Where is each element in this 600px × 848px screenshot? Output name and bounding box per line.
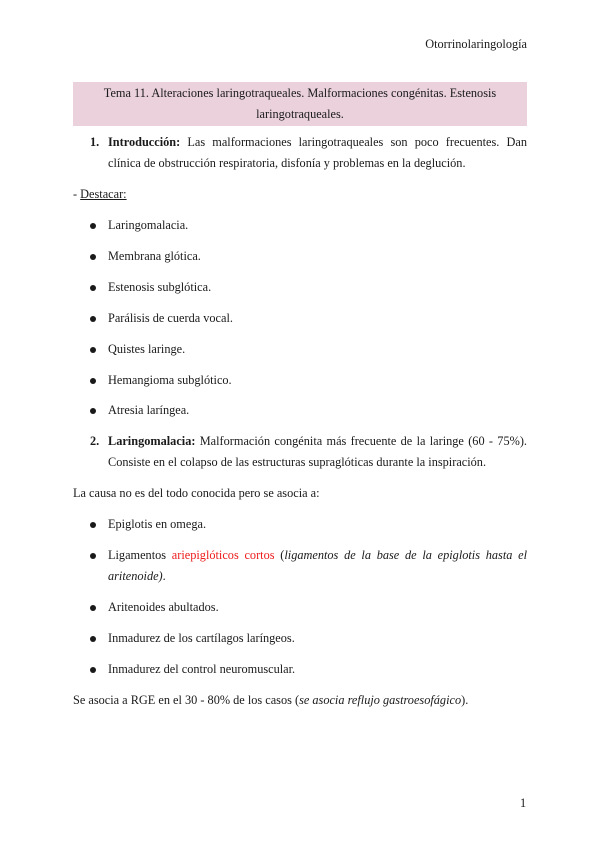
list-item-text: Inmadurez del control neuromuscular. (108, 662, 296, 676)
rge-paragraph (73, 690, 527, 711)
list-item-text: Atresia laríngea. (108, 403, 190, 417)
paren: ( (274, 548, 285, 562)
rge-italic: se asocia reflujo gastroesofágico (299, 693, 462, 707)
section-text: Las malformaciones laringotraqueales son poco frecuentes. Dan clínica de obstrucción respiratoria, disfonía y problemas en la deglución. (108, 135, 527, 170)
bullet-icon (90, 605, 96, 611)
list-item (90, 659, 527, 680)
bullet-icon (90, 285, 96, 291)
bullet-icon (90, 667, 96, 673)
bullet-icon (90, 316, 96, 322)
dash: - (73, 187, 81, 201)
section-introduccion (90, 132, 527, 174)
list-item-text: Ligamentos (108, 548, 172, 562)
list-item-text: Inmadurez de los cartílagos laríngeos. (108, 631, 295, 645)
italic-note: ligamentos de la base de la epiglotis hasta el aritenoide) (108, 548, 528, 583)
section-number: 2. (90, 434, 100, 448)
list-item (90, 215, 527, 236)
bullet-icon (90, 522, 96, 528)
section-heading: Introducción: (108, 135, 181, 149)
list-item-text: Aritenoides abultados. (108, 600, 219, 614)
causa-intro: La causa no es del todo conocida pero se asocia a: (73, 486, 320, 500)
bullet-icon (90, 636, 96, 642)
destacar-label (73, 184, 527, 205)
page-number: 1 (520, 796, 527, 810)
section-text: Malformación congénita más frecuente de la laringe (60 - 75%). Consiste en el colapso de las estructuras supraglóticas durante la inspiración. (108, 434, 528, 469)
list-item (90, 400, 527, 421)
bullet-icon (90, 408, 96, 414)
bullet-icon (90, 223, 96, 229)
section-heading: Laringomalacia: (108, 434, 196, 448)
list-item-text: Parálisis de cuerda vocal. (108, 311, 233, 325)
rge-text: Se asocia a RGE en el 30 - 80% de los casos ( (73, 693, 300, 707)
bullet-icon (90, 347, 96, 353)
page-title: Tema 11. Alteraciones laringotraqueales. Malformaciones congénitas. Estenosis laringotraqueales. (73, 82, 527, 126)
bullet-icon (90, 553, 96, 559)
bullet-icon (90, 254, 96, 260)
list-item (90, 246, 527, 267)
list-item (90, 597, 527, 618)
destacar-heading: Destacar: (80, 187, 127, 201)
list-item-text: Quistes laringe. (108, 342, 186, 356)
list-item (90, 370, 527, 391)
running-header: Otorrinolaringología (425, 37, 527, 51)
list-item (90, 628, 527, 649)
section-number: 1. (90, 135, 100, 149)
list-item-text: Membrana glótica. (108, 249, 201, 263)
list-item (90, 545, 527, 587)
bullet-icon (90, 378, 96, 384)
list-item (90, 339, 527, 360)
section-laringomalacia (90, 431, 527, 473)
list-item (90, 308, 527, 329)
list-item-text: Epiglotis en omega. (108, 517, 207, 531)
list-item-text: Laringomalacia. (108, 218, 189, 232)
highlighted-text: ariepiglóticos cortos (171, 548, 275, 562)
list-item-text: Hemangioma subglótico. (108, 373, 232, 387)
list-item-text: Estenosis subglótica. (108, 280, 212, 294)
rge-end: ). (461, 693, 469, 707)
list-item (90, 514, 527, 535)
list-item (90, 277, 527, 298)
period: . (162, 569, 166, 583)
